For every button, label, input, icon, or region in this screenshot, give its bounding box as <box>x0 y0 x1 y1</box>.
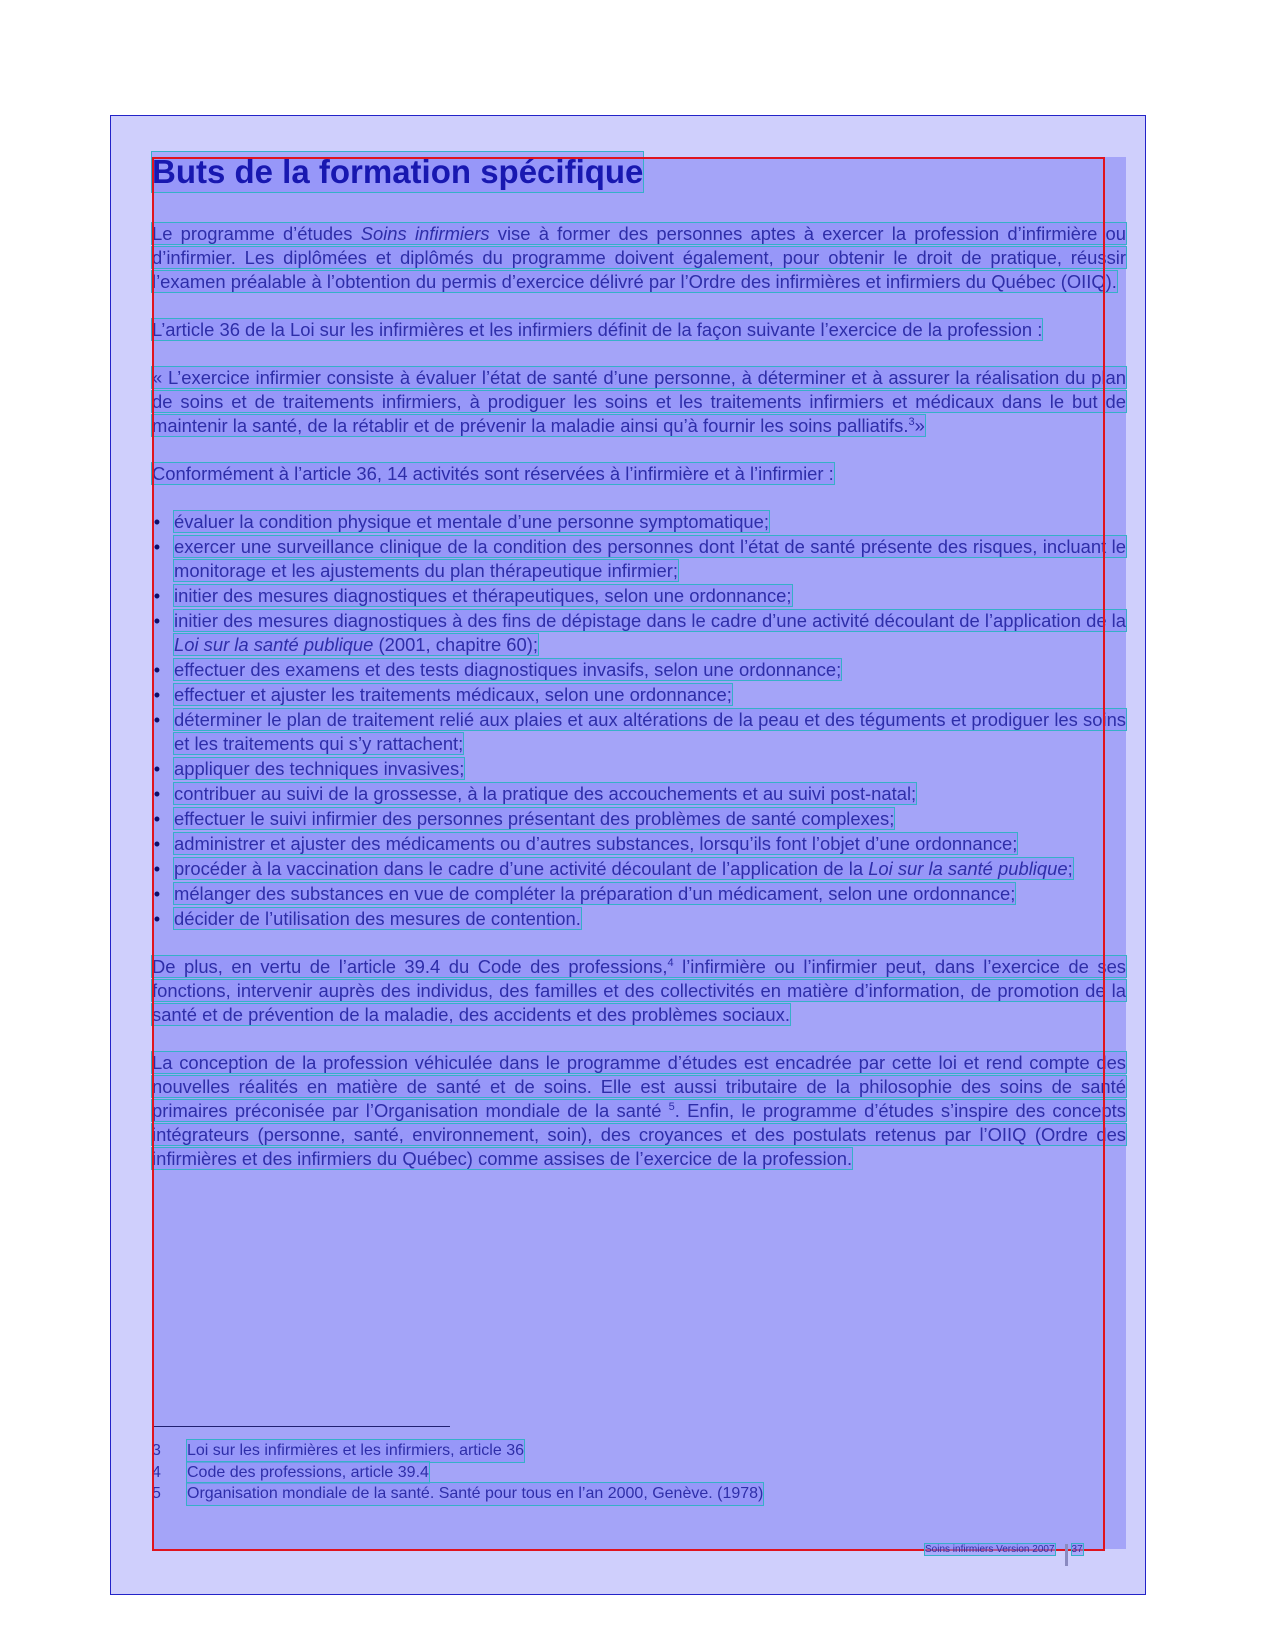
bullet-icon: • <box>153 783 161 804</box>
activity-text: contribuer au suivi de la grossesse, à la pratique des accouchements et au suivi post-natal; <box>174 783 917 804</box>
activity-item <box>152 708 1126 756</box>
activity-item <box>152 609 1126 657</box>
footnote-text: Organisation mondiale de la santé. Santé pour tous en l’an 2000, Genève. (1978) <box>187 1483 763 1505</box>
paragraph-intro <box>152 222 1126 294</box>
law-title: Loi sur la santé publique <box>868 858 1068 879</box>
activity-text: initier des mesures diagnostiques à des fins de dépistage dans le cadre d’une activité découlant de l’application de la <box>174 610 1126 631</box>
bullet-icon: • <box>153 536 161 557</box>
bullet-icon: • <box>153 908 161 929</box>
document-body <box>152 152 1126 1195</box>
activities-intro-text: Conformément à l’article 36, 14 activités sont réservées à l’infirmière et à l’infirmier : <box>152 463 834 484</box>
paragraph-article-36 <box>152 318 1126 342</box>
footnote-ref-5[interactable]: 5 <box>668 1100 675 1113</box>
footnotes <box>152 1440 952 1505</box>
intro-text-before: Le programme d’études <box>152 223 361 244</box>
activity-text: effectuer des examens et des tests diagnostiques invasifs, selon une ordonnance; <box>174 659 842 680</box>
activity-text: appliquer des techniques invasives; <box>174 758 465 779</box>
intro-text-after: vise à former des personnes aptes à exercer la profession d’infirmière ou d’infirmier. Les diplômées et diplômés du programme doivent également, pour obtenir le droit de pratique, réussir l’examen préalable à l’obtention du permis d’exercice délivré par l’Ordre des infirmières et infirmiers du Québec (OIIQ). <box>152 223 1127 292</box>
quote-paragraph <box>152 366 1126 438</box>
bullet-icon: • <box>153 684 161 705</box>
footnote-number: 5 <box>152 1485 161 1502</box>
activity-item <box>152 907 1126 931</box>
activity-item <box>152 857 1126 881</box>
paragraph-activities-intro <box>152 462 1126 486</box>
footnote-ref-4[interactable]: 4 <box>667 956 674 969</box>
activity-item <box>152 535 1126 583</box>
reserved-activities-list <box>152 510 1126 931</box>
paragraph-code-professions <box>152 955 1126 1027</box>
bullet-icon: • <box>153 511 161 532</box>
page-footer <box>925 1544 1083 1566</box>
activity-text: effectuer et ajuster les traitements médicaux, selon une ordonnance; <box>174 684 732 705</box>
activity-item <box>152 807 1126 831</box>
activity-text: administrer et ajuster des médicaments ou d’autres substances, lorsqu’ils font l’objet d’une ordonnance; <box>174 833 1018 854</box>
activity-text: (2001, chapitre 60); <box>373 634 538 655</box>
paragraph-conception <box>152 1051 1126 1171</box>
program-name: Soins infirmiers <box>360 223 490 244</box>
activity-item <box>152 510 1126 534</box>
article-36-text: L’article 36 de la Loi sur les infirmières et les infirmiers définit de la façon suivante l’exercice de la profession : <box>152 319 1043 340</box>
conception-text-after: . Enfin, le programme d’études s’inspire des concepts intégrateurs (personne, santé, environnement, soin), des croyances et des postulats retenus par l’OIIQ (Ordre des infirmières et des infirmiers du Québec) comme assises de l’exercice de la profession. <box>152 1100 1126 1169</box>
activity-text: ; <box>1067 858 1073 879</box>
activity-text: évaluer la condition physique et mentale d’une personne symptomatique; <box>174 511 770 532</box>
activity-item <box>152 584 1126 608</box>
page-title: Buts de la formation spécifique <box>152 153 644 190</box>
activity-text: déterminer le plan de traitement relié aux plaies et aux altérations de la peau et des téguments et prodiguer les soins et les traitements qui s’y rattachent; <box>174 709 1126 754</box>
activity-item <box>152 782 1126 806</box>
page-number: 37 <box>1071 1544 1083 1555</box>
activity-item <box>152 658 1126 682</box>
footnote-item <box>152 1462 952 1484</box>
activity-item <box>152 683 1126 707</box>
bullet-icon: • <box>153 808 161 829</box>
footnote-separator <box>152 1426 450 1427</box>
law-title: Loi sur la santé publique <box>174 634 374 655</box>
activity-text: mélanger des substances en vue de compléter la préparation d’un médicament, selon une ordonnance; <box>174 883 1016 904</box>
footer-label: Soins infirmiers Version 2007 <box>925 1544 1055 1555</box>
bullet-icon: • <box>153 858 161 879</box>
footnote-text: Code des professions, article 39.4 <box>187 1462 429 1484</box>
footnote-item <box>152 1440 952 1462</box>
bullet-icon: • <box>153 758 161 779</box>
activity-text: initier des mesures diagnostiques et thérapeutiques, selon une ordonnance; <box>174 585 792 606</box>
bullet-icon: • <box>153 659 161 680</box>
bullet-icon: • <box>153 833 161 854</box>
activity-item <box>152 832 1126 856</box>
quote-text: « L’exercice infirmier consiste à évaluer l’état de santé d’une personne, à déterminer et à assurer la réalisation du plan de soins et de traitements infirmiers, à prodiguer les soins et les traitements infirmiers et médicaux dans le but de maintenir la santé, de la rétablir et de prévenir la maladie ainsi qu’à fournir les soins palliatifs. <box>152 367 1126 436</box>
footer-separator <box>1065 1544 1068 1566</box>
conception-text-before: La conception de la profession véhiculée dans le programme d’études est encadrée par cette loi et rend compte des nouvelles réalités en matière de santé et de soins. Elle est aussi tributaire de la philosophie des soins de santé primaires préconisée par l’Organisation mondiale de la santé <box>152 1052 1126 1121</box>
activity-text: exercer une surveillance clinique de la condition des personnes dont l’état de santé présente des risques, incluant le monitorage et les ajustements du plan thérapeutique infirmier; <box>174 536 1126 581</box>
quote-end: » <box>914 415 925 436</box>
code-text-before: De plus, en vertu de l’article 39.4 du Code des professions, <box>152 956 668 977</box>
footnote-number: 3 <box>152 1442 161 1459</box>
bullet-icon: • <box>153 610 161 631</box>
footnote-text: Loi sur les infirmières et les infirmiers, article 36 <box>187 1440 524 1462</box>
footnote-ref-3[interactable]: 3 <box>908 415 915 428</box>
bullet-icon: • <box>153 883 161 904</box>
activity-text: décider de l’utilisation des mesures de contention. <box>174 908 581 929</box>
activity-text: procéder à la vaccination dans le cadre d’une activité découlant de l’application de la <box>174 858 869 879</box>
footnote-item <box>152 1483 952 1505</box>
bullet-icon: • <box>153 585 161 606</box>
activity-text: effectuer le suivi infirmier des personnes présentant des problèmes de santé complexes; <box>174 808 895 829</box>
activity-item <box>152 757 1126 781</box>
code-text-after: l’infirmière ou l’infirmier peut, dans l’exercice de ses fonctions, intervenir auprès des individus, des familles et des collectivités en matière d’information, de promotion de la santé et de prévention de la maladie, des accidents et des problèmes sociaux. <box>152 956 1126 1025</box>
activity-item <box>152 882 1126 906</box>
footnote-number: 4 <box>152 1463 161 1481</box>
bullet-icon: • <box>153 709 161 730</box>
